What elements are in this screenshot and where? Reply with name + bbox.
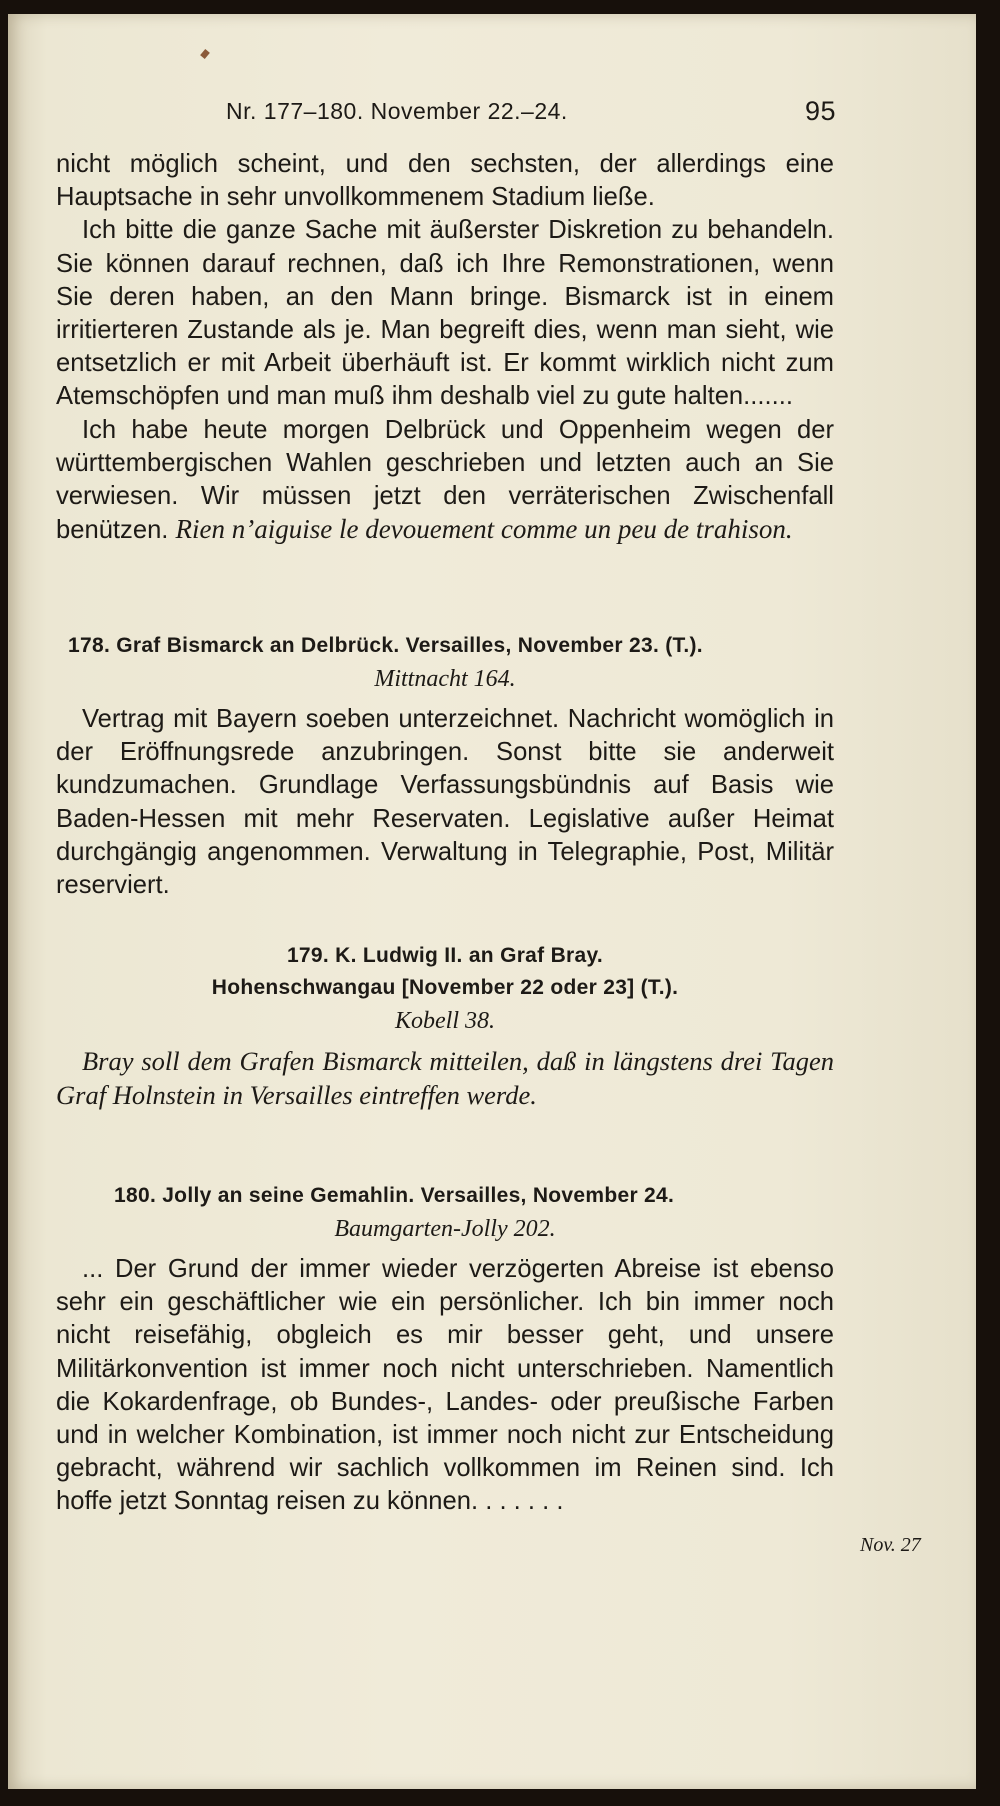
doc-180 <box>56 1184 834 1519</box>
margin-date-note: Nov. 27 <box>860 1534 921 1556</box>
doc-heading: 180. Jolly an seine Gemahlin. Versailles, November 24. <box>114 1184 675 1207</box>
doc-heading: 179. K. Ludwig II. an Graf Bray. <box>286 944 604 967</box>
paragraph-text: Ich habe heute morgen Delbrück und Oppenheim wegen der württembergischen Wahlen geschrieben und letzten auch an Sie verwiesen. Wir müssen jetzt den verräterischen Zwischenfall benützen. <box>56 415 834 545</box>
paragraph: nicht möglich scheint, und den sechsten, der allerdings eine Hauptsache in sehr unvollkommenem Stadium ließe. <box>56 150 834 212</box>
page-number: 95 <box>804 96 836 126</box>
ink-mark <box>200 49 210 59</box>
doc-179 <box>56 944 834 1112</box>
doc-heading-place: Hohenschwangau [November 22 oder 23] (T.). <box>211 976 679 999</box>
doc-source: Baumgarten-Jolly 202. <box>334 1216 556 1242</box>
doc-source: Mittnacht 164. <box>374 666 516 692</box>
doc-source: Kobell 38. <box>395 1008 495 1034</box>
book-page <box>8 14 976 1789</box>
running-header <box>226 98 836 132</box>
doc-body: ... Der Grund der immer wieder verzögerten Abreise ist ebenso sehr ein geschäftlicher wie ein persönlicher. Ich bin immer noch nicht reisefähig, obgleich es mir besser geht, und unsere Militärkonvention ist immer noch nicht unterschrieben. Namentlich die Kokardenfrage, ob Bundes-, Landes- oder preußische Farben und in welcher Kombination, ist immer noch nicht zur Entscheidung gebracht, während wir sachlich vollkommen im Reinen sind. Ich hoffe jetzt Sonntag reisen zu können. . . . . . . <box>56 1255 834 1516</box>
paragraph: Ich bitte die ganze Sache mit äußerster Diskretion zu behandeln. Sie können darauf rechnen, daß ich Ihre Remonstrationen, wenn Sie deren haben, an den Mann bringe. Bismarck ist in einem irritierteren Zustande als je. Man begreift dies, wenn man sieht, wie entsetzlich er mit Arbeit überhäuft ist. Er kommt wirklich nicht zum Atemschöpfen und man muß ihm deshalb viel zu gute halten....... <box>56 216 834 411</box>
doc-178 <box>56 634 834 902</box>
doc-heading: 178. Graf Bismarck an Delbrück. Versailles, November 23. (T.). <box>68 634 703 657</box>
doc-body: Vertrag mit Bayern soeben unterzeichnet. Nachricht womöglich in der Eröffnungsrede anzubringen. Sonst bitte sie anderweit kundzumachen. Grundlage Verfassungsbündnis auf Basis wie Baden-Hessen mit mehr Reservaten. Legislative außer Heimat durchgängig angenommen. Verwaltung in Telegraphie, Post, Militär reserviert. <box>56 705 834 900</box>
paragraph <box>56 414 834 548</box>
doc-177-continuation <box>56 148 834 547</box>
french-quote: Rien n’aiguise le devouement comme un peu de trahison. <box>175 514 793 545</box>
running-head-title: Nr. 177–180. November 22.–24. <box>226 98 568 124</box>
doc-body-summary: Bray soll dem Grafen Bismarck mitteilen, daß in längstens drei Tagen Graf Holnstein in Versailles eintreffen werde. <box>56 1046 834 1110</box>
